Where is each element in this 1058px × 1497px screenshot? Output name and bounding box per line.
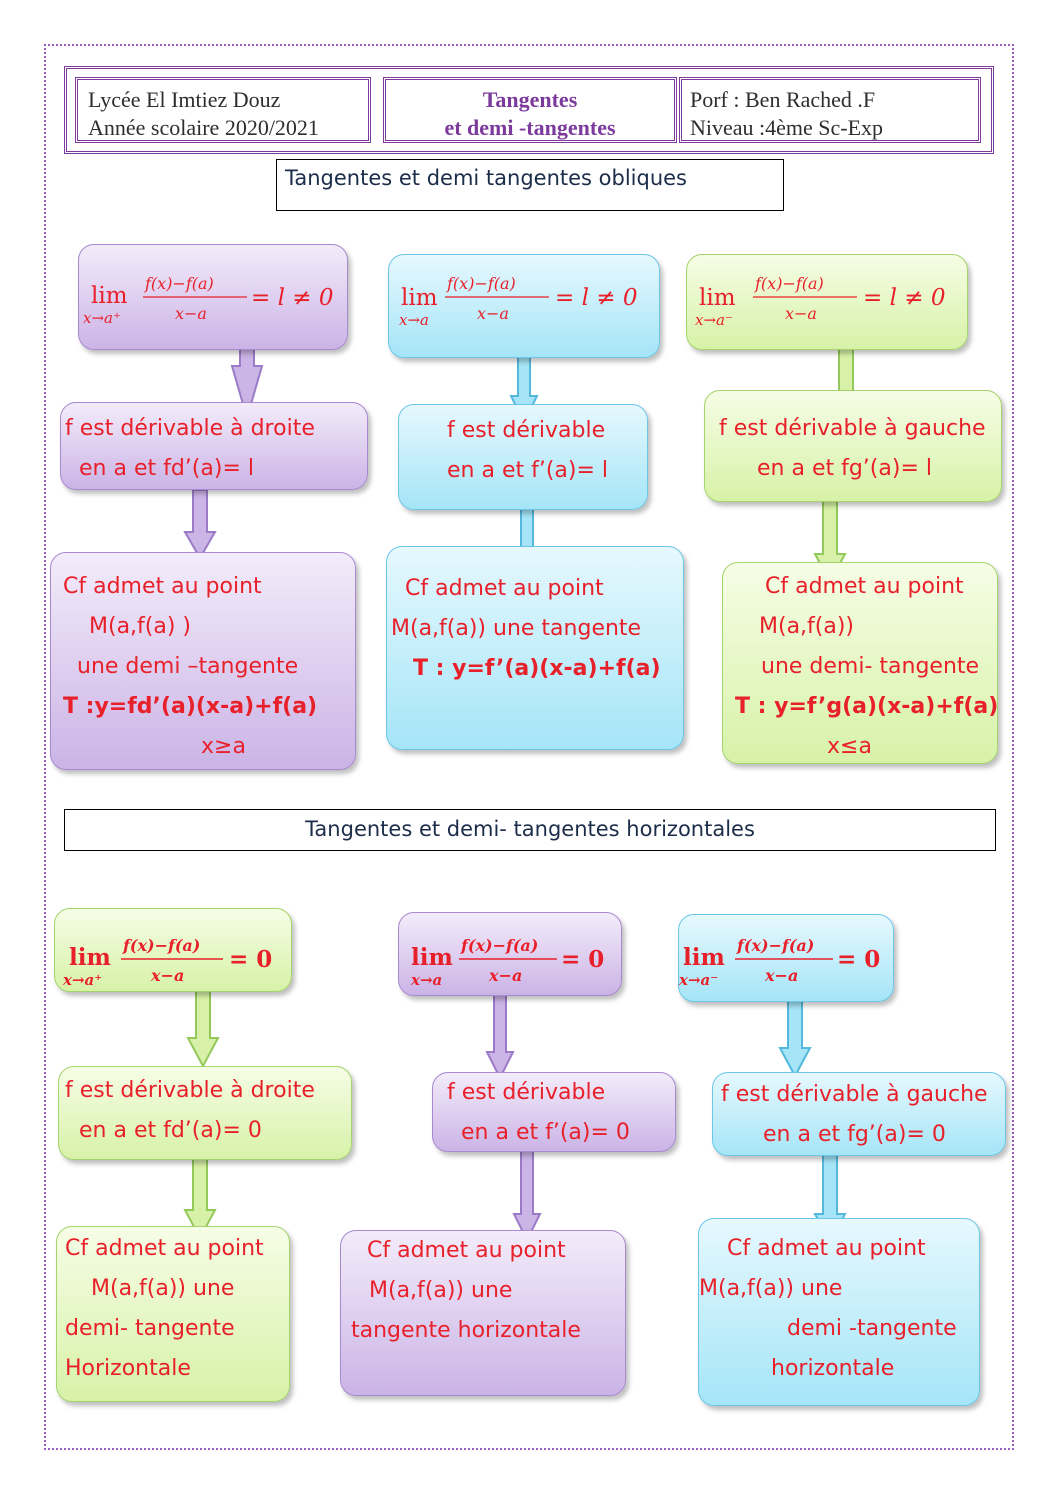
derivative-line1: f est dérivable: [447, 1080, 606, 1105]
derivative-line1: f est dérivable à droite: [65, 416, 315, 441]
school-name: Lycée El Imtiez Douz: [88, 87, 281, 112]
result-line: Cf admet au point: [727, 1236, 926, 1261]
domain-condition: x≤a: [827, 734, 872, 759]
lim-result: = l ≠ 0: [555, 285, 638, 311]
school-year: Année scolaire 2020/2021: [88, 115, 319, 140]
lim-subscript: x→a⁻: [679, 971, 719, 989]
arrow-s2c2-b: [514, 1150, 540, 1240]
tangent-equation: T :y=fd’(a)(x-a)+f(a): [63, 694, 318, 719]
limit-formula: [687, 255, 969, 351]
lim-symbol: lim: [69, 944, 111, 971]
arrow-s1c1-b: [185, 490, 215, 558]
result-line: M(a,f(a)) une: [369, 1278, 513, 1303]
lim-symbol: lim: [699, 285, 736, 311]
derivative-line2: en a et fd’(a)= 0: [79, 1118, 262, 1143]
lim-symbol: lim: [683, 944, 725, 971]
result-box-horizontal-tangent: [340, 1230, 626, 1396]
fraction-denominator: x−a: [175, 304, 207, 323]
section-title-obliques: Tangentes et demi tangentes obliques: [276, 159, 784, 211]
lim-result: = 0: [229, 946, 273, 973]
tangent-equation: T : y=f’g(a)(x-a)+f(a): [735, 694, 999, 719]
result-line: M(a,f(a) ): [89, 614, 192, 639]
limit-box-left: [686, 254, 968, 350]
derivative-box-left-zero: [712, 1072, 1006, 1156]
limit-box-both: [388, 254, 660, 358]
fraction-numerator: f(x)−f(a): [737, 936, 815, 955]
result-line: horizontale: [771, 1356, 895, 1381]
result-box-half-tangent-right: [50, 552, 356, 770]
prof-name: Porf : Ben Rached .F: [690, 87, 876, 112]
lim-subscript: x→a: [411, 971, 443, 989]
class-level: Niveau :4ème Sc-Exp: [690, 115, 884, 140]
derivative-box-right: [60, 402, 368, 490]
limit-formula: [79, 245, 349, 351]
domain-condition: x≥a: [201, 734, 246, 759]
lim-subscript: x→a⁺: [83, 309, 121, 327]
limit-formula: [389, 255, 661, 359]
result-line: une demi- tangente: [761, 654, 980, 679]
derivative-line1: f est dérivable: [447, 418, 606, 443]
result-box-half-tangent-left: [722, 562, 998, 764]
lim-result: = 0: [837, 946, 881, 973]
result-line: Horizontale: [65, 1356, 191, 1381]
derivative-line2: en a et fd’(a)= l: [79, 456, 254, 481]
lim-symbol: lim: [91, 283, 128, 309]
lim-subscript: x→a⁻: [695, 311, 733, 329]
result-line: tangente horizontale: [351, 1318, 581, 1343]
lim-result: = l ≠ 0: [863, 285, 946, 311]
result-box-tangent: [386, 546, 684, 750]
result-line: Cf admet au point: [765, 574, 964, 599]
limit-box-right: [78, 244, 348, 350]
lim-result: = 0: [561, 946, 605, 973]
lim-result: = l ≠ 0: [251, 285, 334, 311]
result-line: une demi –tangente: [77, 654, 299, 679]
derivative-line2: en a et f’(a)= 0: [461, 1120, 630, 1145]
derivative-box-both-zero: [432, 1072, 676, 1152]
result-line: M(a,f(a)) une: [91, 1276, 235, 1301]
fraction-denominator: x−a: [489, 966, 523, 985]
section-title-horizontal: Tangentes et demi- tangentes horizontales: [64, 809, 996, 851]
result-line: M(a,f(a)) une: [699, 1276, 843, 1301]
result-box-horizontal-half-tangent-right: [56, 1226, 290, 1402]
fraction-numerator: f(x)−f(a): [461, 936, 539, 955]
fraction-denominator: x−a: [151, 966, 185, 985]
fraction-numerator: f(x)−f(a): [123, 936, 201, 955]
fraction-numerator: f(x)−f(a): [755, 274, 824, 293]
limit-formula: [55, 909, 293, 993]
tangent-equation: T : y=f’(a)(x-a)+f(a): [413, 656, 661, 681]
doc-title-line2: et demi -tangentes: [444, 115, 616, 140]
derivative-line2: en a et fg’(a)= 0: [763, 1122, 946, 1147]
result-line: Cf admet au point: [63, 574, 262, 599]
derivative-line2: en a et fg’(a)= l: [757, 456, 932, 481]
result-line: Cf admet au point: [405, 576, 604, 601]
derivative-line2: en a et f’(a)= l: [447, 458, 609, 483]
limit-box-both-zero: [398, 912, 622, 996]
derivative-box-both: [398, 404, 648, 510]
arrow-s2c3-a: [780, 994, 810, 1076]
lim-subscript: x→a⁺: [63, 971, 103, 989]
result-line: Cf admet au point: [367, 1238, 566, 1263]
fraction-denominator: x−a: [765, 966, 799, 985]
derivative-line1: f est dérivable à gauche: [719, 416, 986, 441]
lim-symbol: lim: [401, 285, 438, 311]
arrow-s2c2-a: [487, 994, 513, 1078]
derivative-box-left: [704, 390, 1002, 502]
fraction-numerator: f(x)−f(a): [145, 274, 214, 293]
lim-symbol: lim: [411, 944, 453, 971]
limit-box-right-zero: [54, 908, 292, 992]
result-box-horizontal-half-tangent-left: [698, 1218, 980, 1406]
result-line: demi -tangente: [787, 1316, 957, 1341]
fraction-denominator: x−a: [785, 304, 817, 323]
fraction-numerator: f(x)−f(a): [447, 274, 516, 293]
result-line: M(a,f(a)) une tangente: [391, 616, 642, 641]
limit-formula: [679, 915, 895, 1003]
arrow-s2c1-a: [188, 984, 218, 1066]
limit-formula: [399, 913, 623, 997]
derivative-line1: f est dérivable à gauche: [721, 1082, 988, 1107]
fraction-denominator: x−a: [477, 304, 509, 323]
result-line: M(a,f(a)): [759, 614, 855, 639]
derivative-box-right-zero: [58, 1066, 352, 1160]
doc-title-line1: Tangentes: [482, 87, 578, 112]
limit-box-left-zero: [678, 914, 894, 1002]
lim-subscript: x→a: [399, 311, 429, 329]
result-line: Cf admet au point: [65, 1236, 264, 1261]
result-line: demi- tangente: [65, 1316, 235, 1341]
derivative-line1: f est dérivable à droite: [65, 1078, 315, 1103]
